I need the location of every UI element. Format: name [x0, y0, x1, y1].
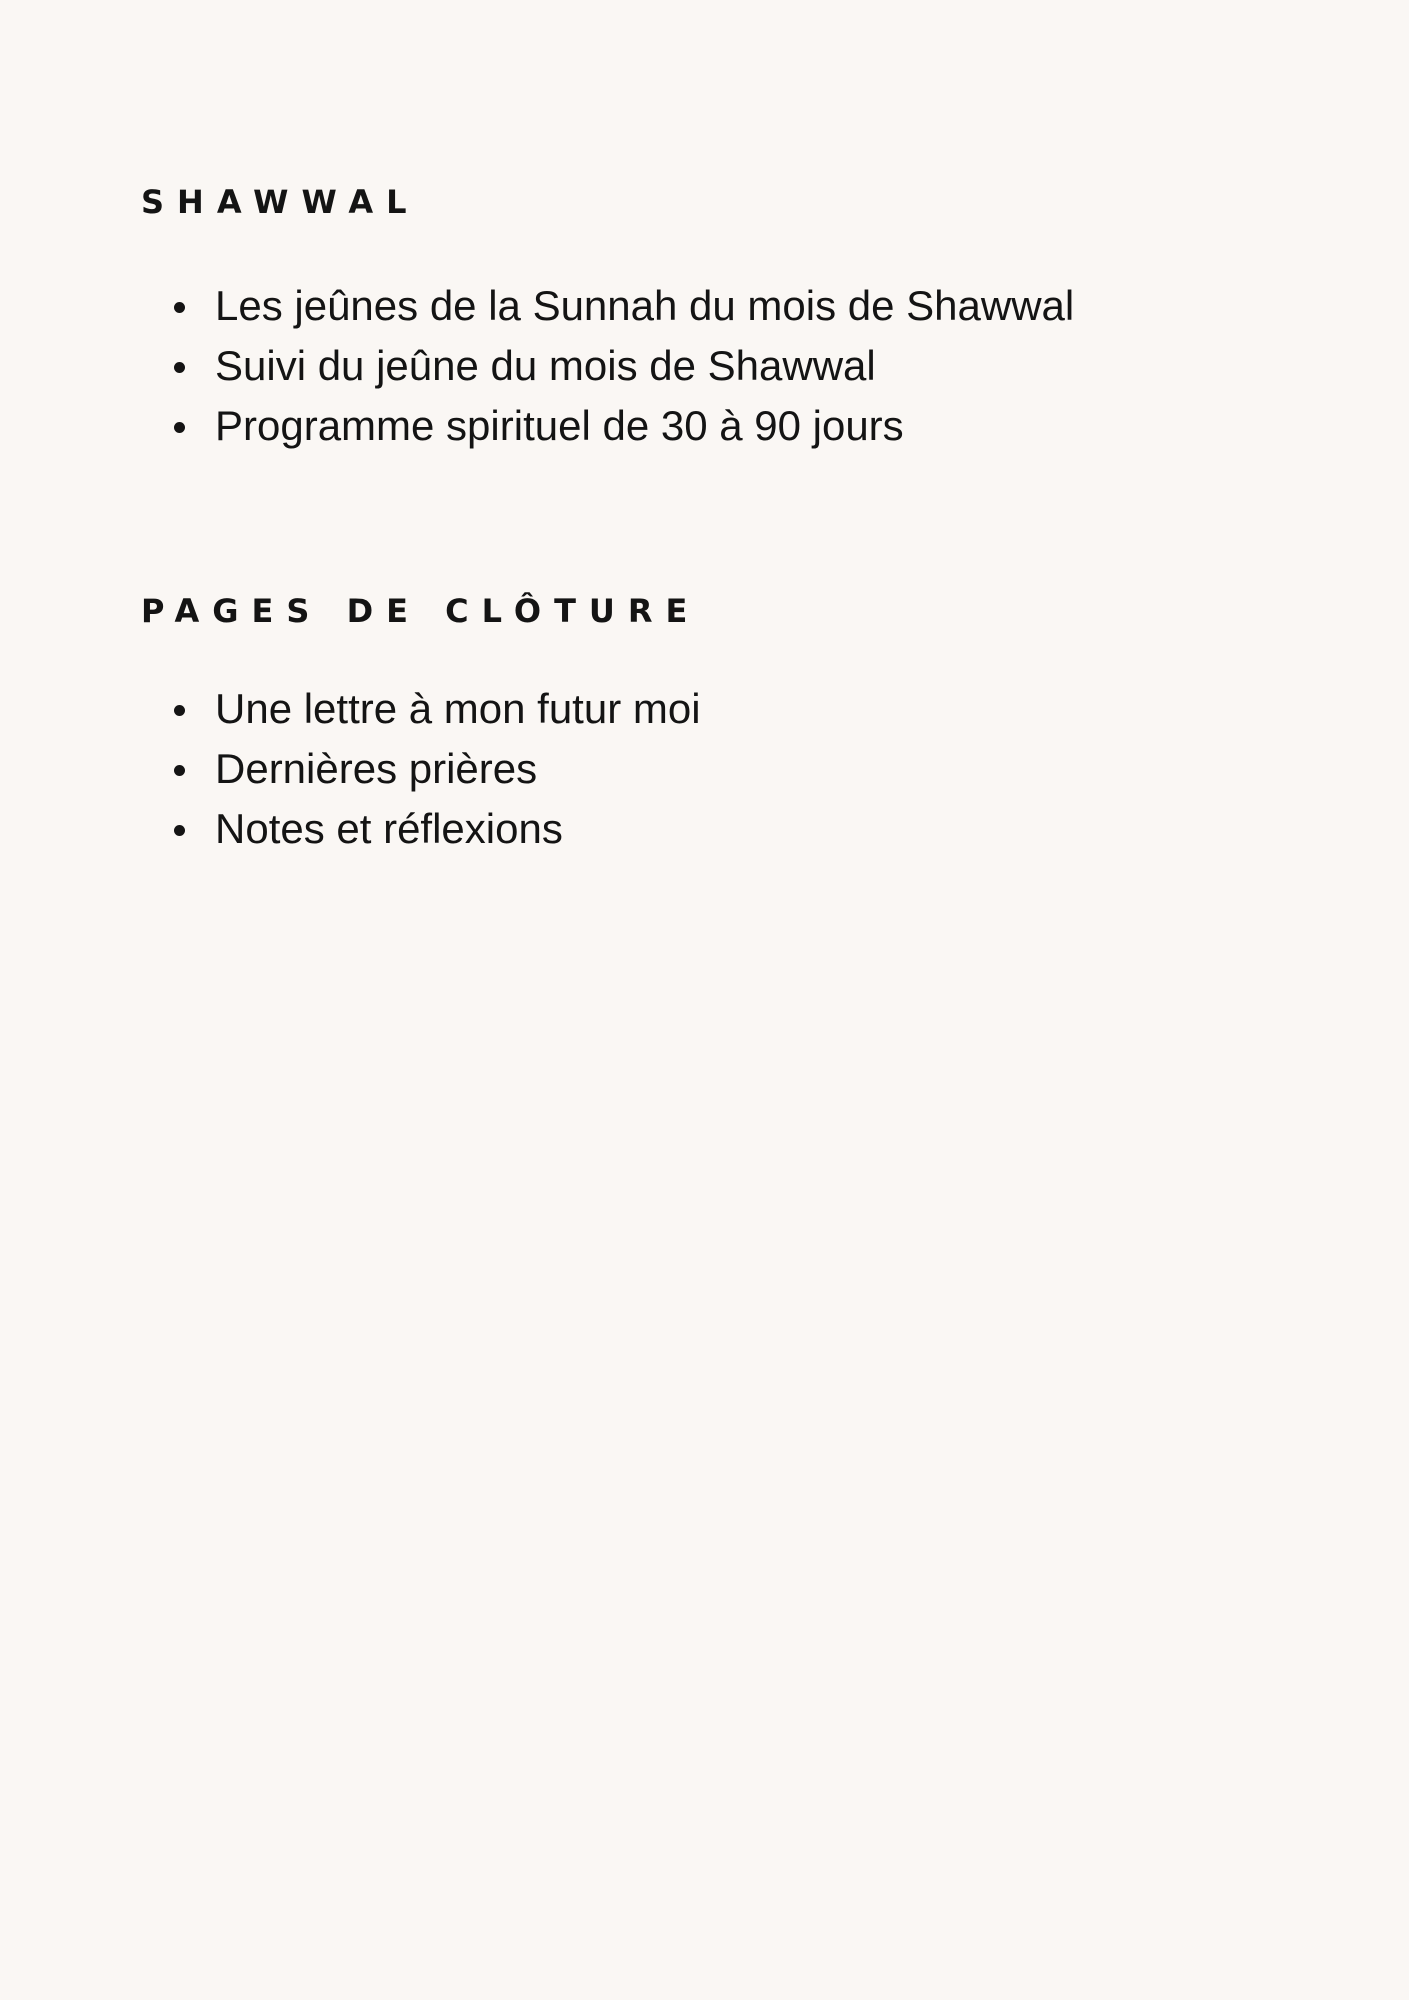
section-pages-de-cloture: [141, 589, 1291, 859]
bullet-list: [141, 679, 1291, 859]
list-item: [141, 679, 1291, 739]
list-item: [141, 739, 1291, 799]
bullet-icon: [174, 705, 185, 716]
bullet-list: [141, 276, 1291, 456]
list-item: [141, 396, 1291, 456]
section-title: PAGES DE CLÔTURE: [141, 592, 701, 630]
section-title: SHAWWAL: [141, 183, 420, 221]
bullet-icon: [174, 362, 185, 373]
section-shawwal: [141, 180, 1291, 456]
bullet-icon: [174, 422, 185, 433]
list-item-text: Une lettre à mon futur moi: [215, 685, 701, 732]
list-item-text: Dernières prières: [215, 745, 538, 792]
list-item-text: Les jeûnes de la Sunnah du mois de Shawwal: [215, 282, 1075, 329]
list-item-text: Suivi du jeûne du mois de Shawwal: [215, 342, 876, 389]
list-item: [141, 799, 1291, 859]
bullet-icon: [174, 825, 185, 836]
list-item-text: Notes et réflexions: [215, 805, 563, 852]
list-item-text: Programme spirituel de 30 à 90 jours: [215, 402, 904, 449]
bullet-icon: [174, 765, 185, 776]
list-item: [141, 336, 1291, 396]
list-item: [141, 276, 1291, 336]
bullet-icon: [174, 302, 185, 313]
